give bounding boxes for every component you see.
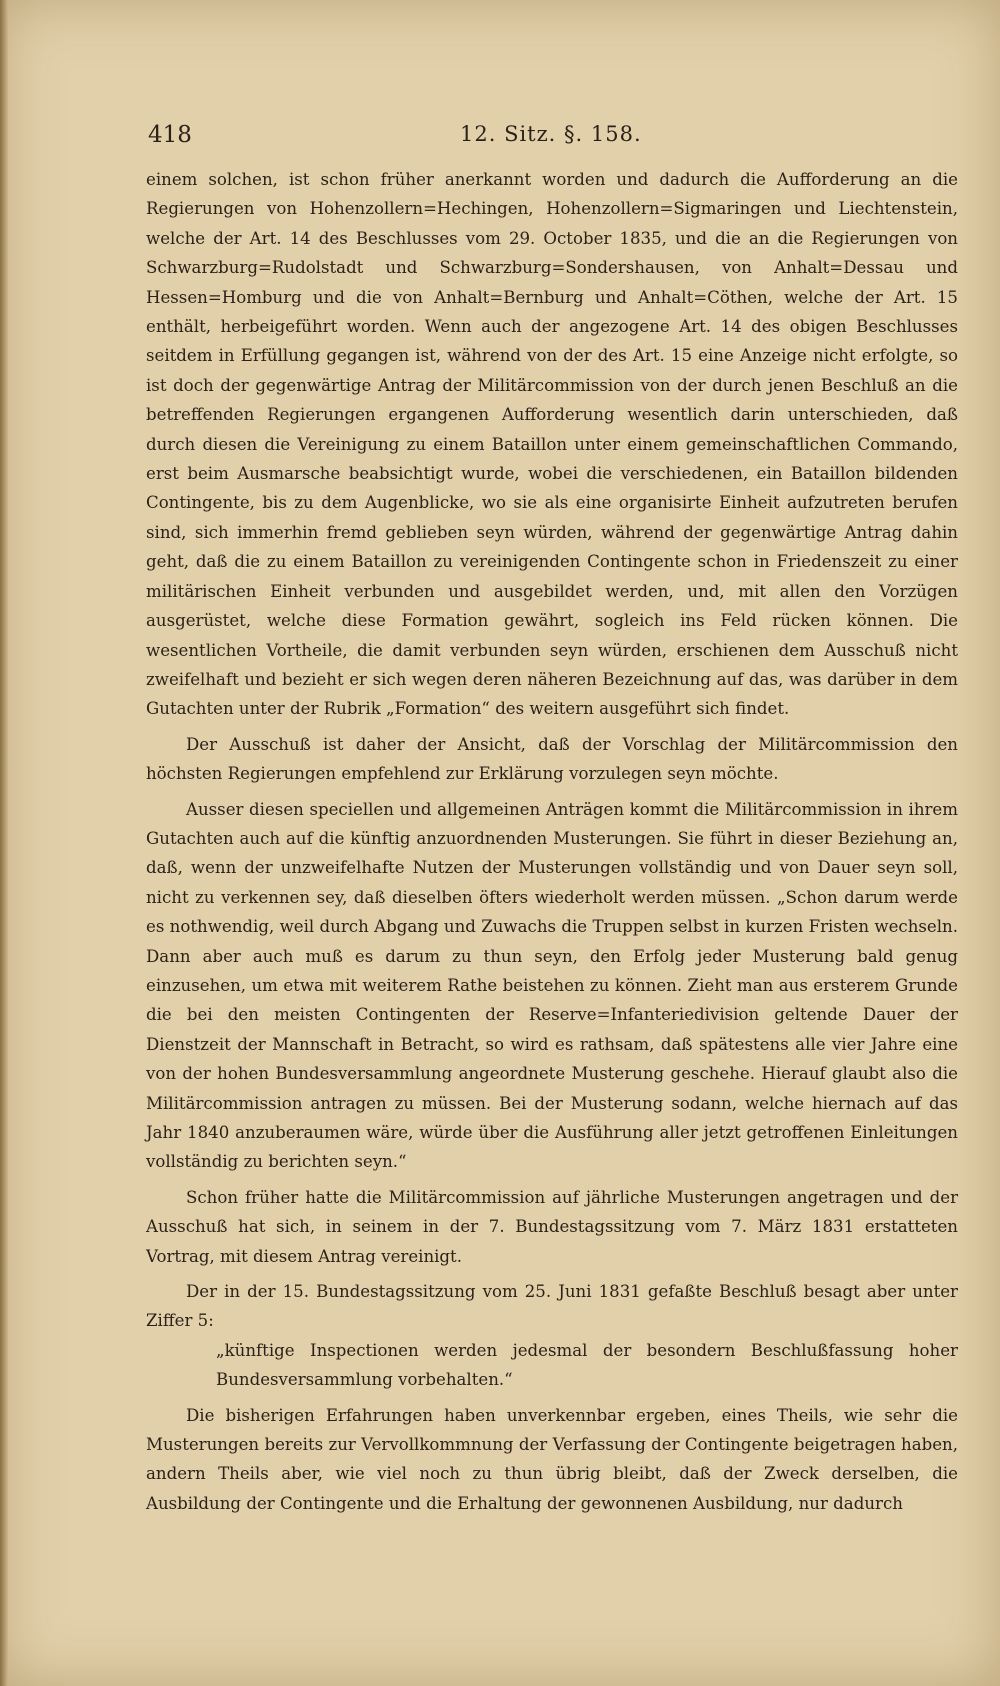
page-header: [148, 122, 930, 152]
paragraph-committee-view: Der Ausschuß ist daher der Ansicht, daß der Vorschlag der Militärcommission den höchsten Regierungen empfehlend zur Erklärung vorzulegen seyn möchte.: [146, 734, 958, 784]
paragraph-resolution: Der in der 15. Bundestagssitzung vom 25. Juni 1831 gefaßte Beschluß besagt aber unter Ziffer 5:: [146, 1282, 958, 1331]
quoted-clause: „künftige Inspectionen werden jedesmal der besondern Beschlußfassung hoher Bundesversammlung vorbehalten.“: [216, 1340, 958, 1390]
running-head: 12. Sitz. §. 158.: [460, 122, 642, 146]
paragraph-continuation: einem solchen, ist schon früher anerkannt worden und dadurch die Aufforderung an die Regierungen von Hohenzollern=Hechingen, Hohenzollern=Sigmaringen und Liechtenstein, welche der Art. 14 des Beschlusses vom 29. October 1835, und die an die Regierungen von Schwarzburg=Rudolstadt und Schwarzburg=Sondershausen, von Anhalt=Dessau und Hessen=Homburg und die von Anhalt=Bernburg und Anhalt=Cöthen, welche der Art. 15 enthält, herbeigeführt worden. Wenn auch der angezogene Art. 14 des obigen Beschlusses seitdem in Erfüllung gegangen ist, während von der des Art. 15 eine Anzeige nicht erfolgte, so ist doch der gegenwärtige Antrag der Militärcommission von der durch jenen Beschluß an die betreffenden Regierungen ergangenen Aufforderung wesentlich darin unterschieden, daß durch diesen die Vereinigung zu einem Bataillon unter einem gemeinschaftlichen Commando, erst beim Ausmarsche beabsichtigt wurde, wobei die verschiedenen, ein Bataillon bildenden Contingente, bis zu dem Augenblicke, wo sie als eine organisirte Einheit aufzutreten berufen sind, sich immerhin fremd geblieben seyn würden, während der gegenwärtige Antrag dahin geht, daß die zu einem Bataillon zu vereinigenden Contingente schon in Friedenszeit zu einer militärischen Einheit verbunden und ausgebildet werden, und, mit allen den Vorzügen ausgerüstet, welche diese Formation gewährt, sogleich ins Feld rücken können. Die wesentlichen Vortheile, die damit verbunden seyn würden, erschienen dem Ausschuß nicht zweifelhaft und bezieht er sich wegen deren näheren Bezeichnung auf das, was darüber in dem Gutachten unter der Rubrik „Formation“ des weitern ausgeführt sich findet.: [146, 170, 958, 719]
body-text: [146, 165, 958, 1518]
page-number: 418: [148, 122, 192, 148]
paragraph-experiences: Die bisherigen Erfahrungen haben unverkennbar ergeben, eines Theils, wie sehr die Musterungen bereits zur Vervollkommnung der Verfassung der Contingente beigetragen haben, andern Theils aber, wie viel noch zu thun übrig bleibt, daß der Zweck derselben, die Ausbildung der Contingente und die Erhaltung der gewonnenen Ausbildung, nur dadurch: [146, 1405, 958, 1513]
paragraph-earlier-proposal: Schon früher hatte die Militärcommission auf jährliche Musterungen angetragen und der Ausschuß hat sich, in seinem in der 7. Bundestagssitzung vom 7. März 1831 erstatteten Vortrag, mit diesem Antrag vereinigt.: [146, 1187, 958, 1266]
paragraph-musterungen: Ausser diesen speciellen und allgemeinen Anträgen kommt die Militärcommission in ihrem Gutachten auch auf die künftig anzuordnenden Musterungen. Sie führt in dieser Beziehung an, daß, wenn der unzweifelhafte Nutzen der Musterungen vollständig und von Dauer seyn soll, nicht zu verkennen sey, daß dieselben öfters wiederholt werden müssen. „Schon darum werde es nothwendig, weil durch Abgang und Zuwachs die Truppen selbst in kurzen Fristen wechseln. Dann aber auch muß es darum zu thun seyn, den Erfolg jeder Musterung bald genug einzusehen, um etwa mit weiterem Rathe beistehen zu können. Zieht man aus ersterem Grunde die bei den meisten Contingenten der Reserve=Infanteriedivision geltende Dauer der Dienstzeit der Mannschaft in Betracht, so wird es rathsam, daß spätestens alle vier Jahre eine von der hohen Bundesversammlung angeordnete Musterung geschehe. Hierauf glaubt also die Militärcommission antragen zu müssen. Bei der Musterung sodann, welche hiernach auf das Jahr 1840 anzuberaumen wäre, würde über die Ausführung aller jetzt getroffenen Einleitungen vollständig zu berichten seyn.“: [146, 799, 958, 1172]
